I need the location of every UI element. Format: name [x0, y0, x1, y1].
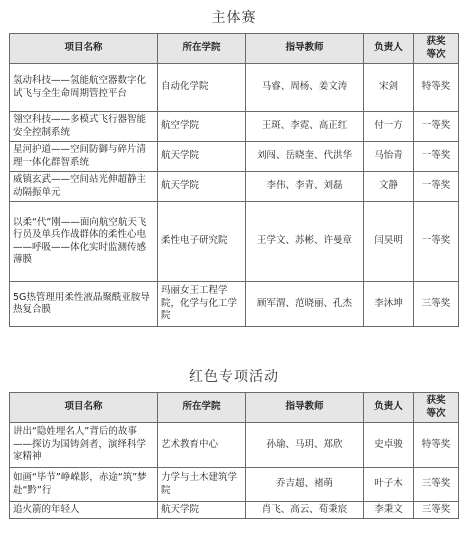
advisors-cell: 刘闯、岳晓奎、代洪华	[246, 142, 364, 172]
college-cell: 航空学院	[158, 112, 246, 142]
project-name-cell: 讲出“隐姓埋名人”背后的故事——探访为国铸剑者，演绎科学家精神	[10, 423, 158, 468]
award-cell: 三等奖	[414, 282, 459, 327]
col-header-college: 所在学院	[158, 34, 246, 64]
project-name-cell: 星河护道——空间防御与碎片清理一体化群智系统	[10, 142, 158, 172]
col-header-award: 获奖 等次	[414, 393, 459, 423]
award-cell: 三等奖	[414, 468, 459, 502]
leader-cell: 文静	[364, 172, 414, 202]
table-row	[10, 282, 459, 327]
table-row	[10, 502, 459, 519]
college-cell: 艺术教育中心	[158, 423, 246, 468]
table-row	[10, 202, 459, 282]
advisors-cell: 李伟、李青、刘磊	[246, 172, 364, 202]
advisors-cell: 马睿、周杨、姜文涛	[246, 64, 364, 112]
col-header-advisors: 指导教师	[246, 34, 364, 64]
college-cell: 航天学院	[158, 502, 246, 519]
leader-cell: 李秉文	[364, 502, 414, 519]
award-cell: 三等奖	[414, 502, 459, 519]
table-row	[10, 172, 459, 202]
advisors-cell: 肖飞、高云、荀秉宸	[246, 502, 364, 519]
advisors-cell: 孙瑜、马玥、郑欣	[246, 423, 364, 468]
leader-cell: 史卓骏	[364, 423, 414, 468]
leader-cell: 闫昊明	[364, 202, 414, 282]
col-header-leader: 负责人	[364, 34, 414, 64]
col-header-advisors: 指导教师	[246, 393, 364, 423]
advisors-cell: 顾军渭、范晓丽、孔杰	[246, 282, 364, 327]
college-cell: 航天学院	[158, 172, 246, 202]
college-cell: 玛丽女王工程学院，化学与化工学院	[158, 282, 246, 327]
col-header-college: 所在学院	[158, 393, 246, 423]
table-row	[10, 423, 459, 468]
award-cell: 特等奖	[414, 423, 459, 468]
leader-cell: 李沐坤	[364, 282, 414, 327]
leader-cell: 宋剑	[364, 64, 414, 112]
main-competition-table	[9, 33, 459, 327]
advisors-cell: 王斑、李霓、高正红	[246, 112, 364, 142]
col-header-project: 项目名称	[10, 393, 158, 423]
leader-cell: 马怡青	[364, 142, 414, 172]
college-cell: 力学与土木建筑学院	[158, 468, 246, 502]
leader-cell: 叶子木	[364, 468, 414, 502]
project-name-cell: 如画“毕节”峥嵘影，赤途“筑”梦赴“黔”行	[10, 468, 158, 502]
table-row	[10, 64, 459, 112]
award-cell: 一等奖	[414, 112, 459, 142]
award-cell: 一等奖	[414, 142, 459, 172]
table-row	[10, 142, 459, 172]
project-name-cell: 威镇玄武——空间站光伸超静主动隔振单元	[10, 172, 158, 202]
table-row	[10, 112, 459, 142]
college-cell: 柔性电子研究院	[158, 202, 246, 282]
project-name-cell: 以柔“代”刚——面向航空航天飞行员及单兵作战群体的柔性心电——呼吸——体化实时监测传感薄膜	[10, 202, 158, 282]
award-cell: 特等奖	[414, 64, 459, 112]
project-name-cell: 翎空科技——多模式飞行器智能安全控制系统	[10, 112, 158, 142]
project-name-cell: 追火箭的年轻人	[10, 502, 158, 519]
college-cell: 航天学院	[158, 142, 246, 172]
college-cell: 自动化学院	[158, 64, 246, 112]
project-name-cell: 氢动科技——氢能航空器数字化试飞与全生命周期管控平台	[10, 64, 158, 112]
table-row	[10, 468, 459, 502]
red-activity-table	[9, 392, 459, 519]
award-cell: 一等奖	[414, 172, 459, 202]
advisors-cell: 乔吉超、褚萌	[246, 468, 364, 502]
table-header-row	[10, 34, 459, 64]
section-title-red: 红色专项活动	[189, 369, 279, 385]
advisors-cell: 王学文、苏彬、许曼章	[246, 202, 364, 282]
col-header-leader: 负责人	[364, 393, 414, 423]
col-header-award: 获奖 等次	[414, 34, 459, 64]
section-title-main: 主体赛	[211, 10, 257, 26]
award-cell: 一等奖	[414, 202, 459, 282]
project-name-cell: 5G热管理用柔性液晶聚酰亚胺导热复合膜	[10, 282, 158, 327]
table-header-row	[10, 393, 459, 423]
leader-cell: 付一方	[364, 112, 414, 142]
col-header-project: 项目名称	[10, 34, 158, 64]
